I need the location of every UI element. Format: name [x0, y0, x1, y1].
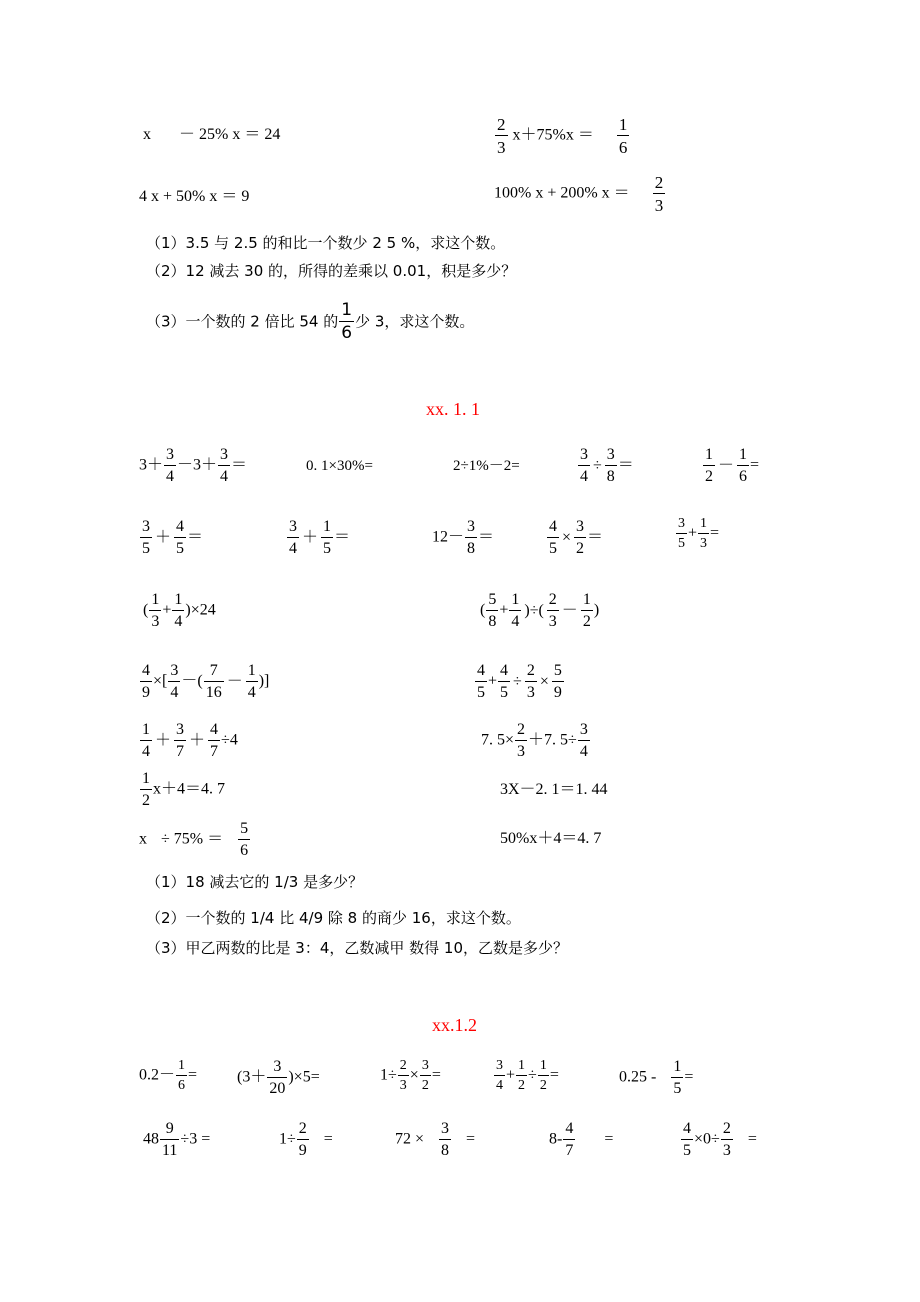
expression: 0.2－ $\frac{1}{6}$ =	[139, 1058, 198, 1093]
fraction: $\frac{1}{6}$	[341, 300, 353, 343]
fraction: $\frac{3}{4}$	[170, 662, 179, 701]
fraction: $\frac{1}{4}$	[174, 591, 183, 630]
fraction: $\frac{1}{5}$	[673, 1058, 682, 1097]
expression: x ÷ 75% ＝ $\frac{5}{6}$	[139, 820, 249, 859]
fraction: $\frac{4}{5}$	[477, 662, 485, 701]
expression: (3＋ $\frac{3}{20}$ )×5=	[237, 1058, 320, 1097]
fraction: $\frac{1}{6}$	[739, 446, 748, 485]
fraction: $\frac{4}{5}$	[500, 662, 509, 701]
fraction: $\frac{3}{2}$	[421, 1058, 429, 1093]
equation-x-minus-25pct	[143, 127, 280, 143]
fraction: $\frac{4}{9}$	[142, 662, 150, 701]
fraction: $\frac{3}{8}$	[467, 518, 476, 557]
fraction: $\frac{1}{5}$	[323, 518, 332, 557]
expression: 1÷ $\frac{2}{3}$ × $\frac{3}{2}$ =	[380, 1058, 441, 1093]
problem-text: 少 3，求这个数。	[355, 312, 475, 331]
fraction: $\frac{1}{3}$	[700, 516, 708, 551]
fraction: $\frac{3}{8}$	[441, 1120, 450, 1159]
fraction: $\frac{4}{5}$	[683, 1120, 691, 1159]
expr-part: 100% x + 200% x ＝	[494, 184, 630, 202]
fraction: $\frac{1}{4}$	[142, 721, 150, 760]
fraction: $\frac{4}{7}$	[565, 1120, 574, 1159]
expression: 0.25 - $\frac{1}{5}$ =	[619, 1058, 694, 1097]
fraction: $\frac{3}{5}$	[678, 516, 685, 551]
expression: 48 $\frac{9}{11}$ ÷3 =	[143, 1120, 211, 1159]
equation-4x-plus-50pct: 4 x + 50% x ＝ 9	[139, 188, 250, 205]
fraction: $\frac{1}{2}$	[539, 1058, 547, 1093]
fraction: $\frac{7}{16}$	[205, 662, 222, 701]
fraction: $\frac{3}{2}$	[576, 518, 585, 557]
fraction: $\frac{3}{4}$	[579, 721, 588, 760]
fraction: $\frac{3}{20}$	[269, 1058, 286, 1097]
fraction: $\frac{2}{3}$	[722, 1120, 731, 1159]
fraction: $\frac{1}{4}$	[247, 662, 256, 701]
section-heading: xx.1.2	[432, 1015, 477, 1035]
fraction: $\frac{3}{4}$	[166, 446, 175, 485]
expression: 12－ $\frac{3}{8}$ ＝	[432, 518, 495, 557]
fraction: $\frac{1}{2}$	[142, 770, 150, 809]
fraction: $\frac{3}{4}$	[496, 1058, 503, 1093]
fraction: $\frac{1}{3}$	[151, 591, 160, 630]
fraction: $\frac{2}{3}$	[526, 662, 535, 701]
expr-part: x＋75%x ＝	[512, 126, 594, 144]
fraction: $\frac{2}{3}$	[399, 1058, 407, 1093]
problem-1: （1）18 减去它的 1/3 是多少？	[146, 873, 364, 891]
expression: $\frac{3}{5}$ + $\frac{1}{3}$ =	[678, 516, 720, 551]
fraction: $\frac{1}{6}$	[618, 115, 628, 157]
expr-part: － 25% x ＝ 24	[179, 126, 281, 143]
fraction: $\frac{3}{4}$	[580, 446, 588, 485]
fraction: $\frac{1}{2}$	[518, 1058, 526, 1093]
fraction: $\frac{2}{9}$	[298, 1120, 307, 1159]
expr-part: x	[143, 126, 151, 143]
fraction: $\frac{1}{2}$	[705, 446, 713, 485]
equation-100pct-x	[494, 174, 666, 214]
expression: 1÷ $\frac{2}{9}$ =	[279, 1120, 333, 1159]
fraction: $\frac{3}{8}$	[606, 446, 615, 485]
fraction: $\frac{2}{3}$	[548, 591, 557, 630]
fraction: $\frac{3}{4}$	[289, 518, 297, 557]
expression: 50%x＋4＝4. 7	[500, 830, 602, 847]
equation-two-thirds-x	[494, 116, 630, 156]
problem-2: （2）一个数的 1/4 比 4/9 除 8 的商少 16，求这个数。	[146, 909, 521, 927]
expression: $\frac{4}{5}$ ×0÷ $\frac{2}{3}$ =	[683, 1120, 757, 1159]
fraction: $\frac{3}{5}$	[142, 518, 150, 557]
expression: $\frac{3}{4}$ ÷ $\frac{3}{8}$ ＝	[580, 446, 634, 485]
fraction: $\frac{5}{6}$	[240, 820, 249, 859]
fraction: $\frac{5}{9}$	[553, 662, 562, 701]
problem-3: （3）甲乙两数的比是 3：4，乙数减甲 数得 10，乙数是多少？	[146, 939, 569, 957]
expression: $\frac{4}{5}$ + $\frac{4}{5}$ ÷ $\frac{2}{3}$ × $\frac{5}{9}$	[477, 662, 562, 701]
problem-text: （3）一个数的 2 倍比 54 的	[146, 312, 339, 331]
expression: $\frac{4}{5}$ × $\frac{3}{2}$ ＝	[549, 518, 604, 557]
fraction: $\frac{4}{5}$	[549, 518, 557, 557]
expression: 72 × $\frac{3}{8}$ =	[395, 1120, 476, 1159]
expression: ( $\frac{5}{8}$ + $\frac{1}{4}$ )÷( $\frac{2}{3}$ － $\frac{1}{2}$ )	[480, 591, 600, 630]
expression: ( $\frac{1}{3}$ + $\frac{1}{4}$ )×24	[143, 591, 216, 630]
problem-3	[146, 302, 474, 342]
fraction: $\frac{1}{4}$	[511, 591, 520, 630]
fraction: $\frac{3}{4}$	[220, 446, 229, 485]
expression: 7. 5× $\frac{2}{3}$ ＋7. 5÷ $\frac{3}{4}$	[481, 721, 588, 760]
expression: 2÷1%－2=	[453, 458, 520, 474]
expression: $\frac{1}{2}$ － $\frac{1}{6}$ =	[705, 446, 760, 485]
fraction: $\frac{3}{7}$	[176, 721, 185, 760]
expression: $\frac{3}{5}$ ＋ $\frac{4}{5}$ ＝	[142, 518, 204, 557]
expression: $\frac{1}{4}$ ＋ $\frac{3}{7}$ ＋ $\frac{4}{7}$ ÷4	[142, 721, 238, 760]
problem-2: （2）12 减去 30 的，所得的差乘以 0.01，积是多少？	[146, 262, 517, 280]
fraction: $\frac{1}{6}$	[178, 1058, 186, 1093]
fraction: $\frac{5}{8}$	[488, 591, 497, 630]
expression: $\frac{4}{9}$ ×[ $\frac{3}{4}$ －( $\frac{7}{16}$ － $\frac{1}{4}$ )]	[142, 662, 270, 701]
fraction: $\frac{2}{3}$	[654, 173, 664, 215]
fraction: $\frac{1}{2}$	[582, 591, 591, 630]
fraction: $\frac{2}{3}$	[517, 721, 526, 760]
expression: 3X－2. 1＝1. 44	[500, 781, 608, 798]
fraction: $\frac{9}{11}$	[162, 1120, 178, 1159]
section-heading: xx. 1. 1	[426, 399, 480, 419]
expression: $\frac{3}{4}$ + $\frac{1}{2}$ ÷ $\frac{1}{2}$ =	[496, 1058, 559, 1093]
expression: $\frac{1}{2}$ x＋4＝4. 7	[142, 770, 226, 809]
fraction: $\frac{4}{5}$	[176, 518, 185, 557]
fraction: $\frac{2}{3}$	[497, 115, 506, 157]
expression: 0. 1×30%=	[306, 458, 373, 474]
problem-1: （1）3.5 与 2.5 的和比一个数少 2 5 %，求这个数。	[146, 234, 506, 252]
expression: 3＋ $\frac{3}{4}$ －3＋ $\frac{3}{4}$ ＝	[139, 446, 248, 485]
fraction: $\frac{4}{7}$	[210, 721, 219, 760]
expression: $\frac{3}{4}$ ＋ $\frac{1}{5}$ ＝	[289, 518, 351, 557]
expression: 8- $\frac{4}{7}$ =	[549, 1120, 614, 1159]
